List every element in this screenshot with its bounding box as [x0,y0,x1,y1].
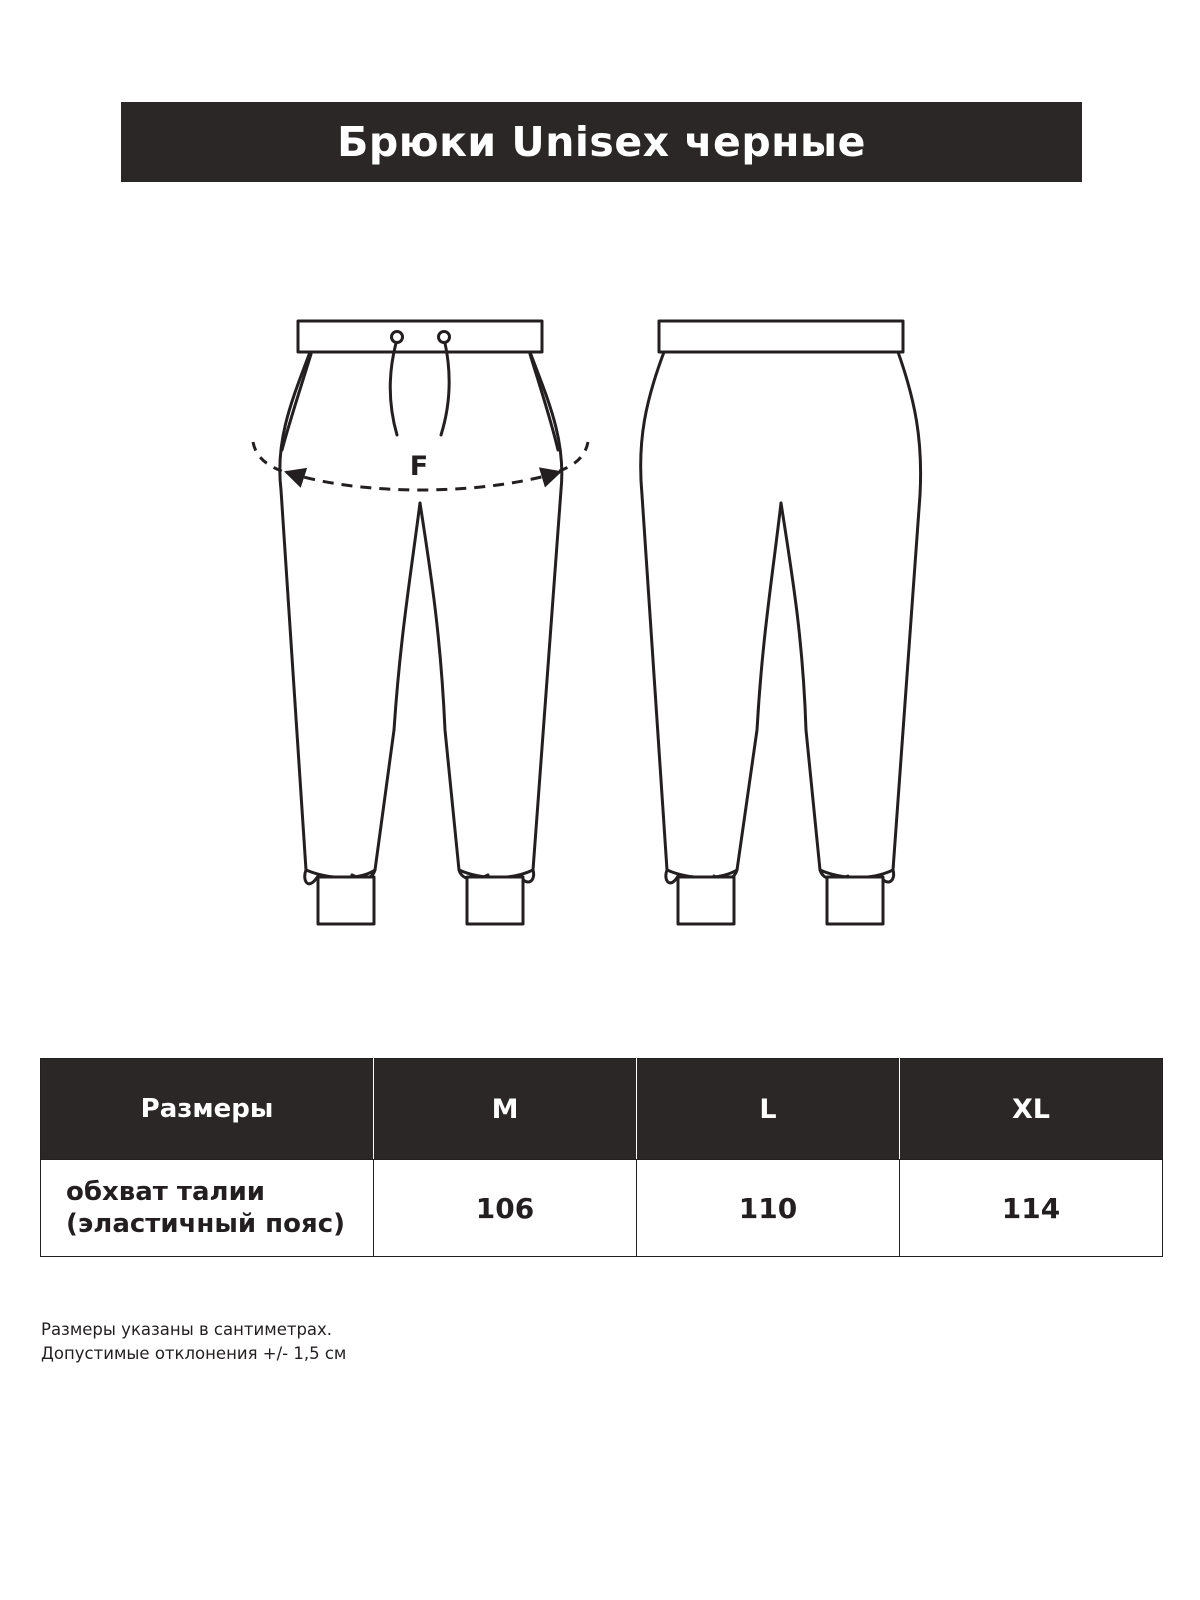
size-header-xl: XL [900,1059,1163,1160]
drawstring-right [441,343,449,435]
footnote-units: Размеры указаны в сантиметрах. [41,1320,333,1339]
back-leg-right-outer [880,352,921,882]
waist-measurement [253,442,588,490]
value-l: 110 [637,1160,900,1257]
size-header-l: L [637,1059,900,1160]
front-cuff-left [318,877,374,924]
front-waistband [298,321,542,352]
back-cuff-left [678,877,734,924]
size-table-header-row [41,1059,1163,1160]
row-label-line2: (эластичный пояс) [66,1209,345,1239]
page-title: Брюки Unisex черные [337,118,866,166]
pants-back-view [641,321,921,924]
footnote-tolerance: Допустимые отклонения +/- 1,5 см [41,1344,347,1363]
pocket-left [282,354,311,450]
pocket-right [530,354,558,450]
back-leg-left-inner [714,503,781,879]
front-cuff-right [467,877,523,924]
size-header-label: Размеры [41,1059,374,1160]
measurement-label-f: F [409,451,429,482]
front-leg-left-inner [352,503,420,878]
front-leg-left-outer [280,352,318,884]
row-label-line1: обхват талии [66,1177,265,1207]
back-leg-left-outer [641,352,678,883]
drawstring-left [390,343,397,435]
back-leg-right-inner [781,503,848,879]
table-row [41,1160,1163,1257]
row-label-waist [41,1160,374,1257]
value-xl: 114 [900,1160,1163,1257]
back-waistband [659,321,903,352]
size-table [40,1058,1163,1257]
size-header-m: M [374,1059,637,1160]
front-leg-right-inner [420,503,488,879]
back-cuff-right [827,877,883,924]
pants-front-view [280,321,562,924]
value-m: 106 [374,1160,637,1257]
footnote [41,1318,346,1366]
front-leg-right-outer [520,352,562,882]
